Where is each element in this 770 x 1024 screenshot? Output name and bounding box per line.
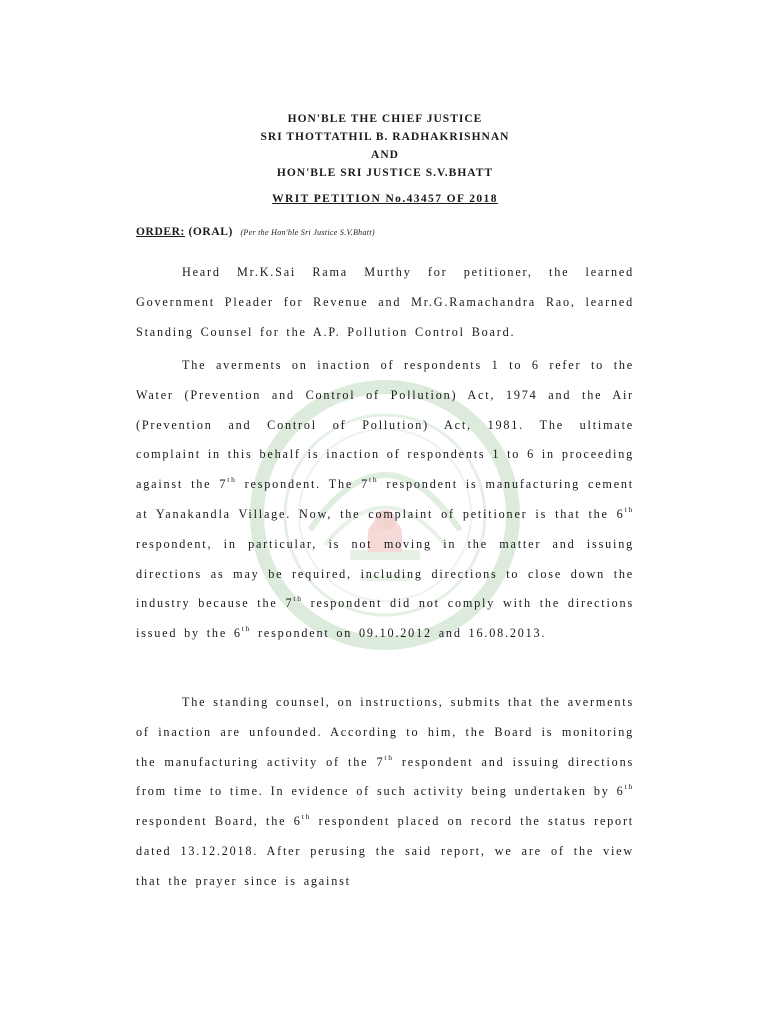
paragraph-2-text bbox=[136, 351, 634, 649]
para2-part1: The averments on inaction of respondents 1 to 6 refer to the Water (Prevention and Control of Pollution) Act, 1974 and the Air (Prevention and Control of Pollution) Act, 1981. The ultimate complaint in this behalf is inaction of respondents 1 to 6 in proceeding against the 7 bbox=[136, 358, 634, 492]
para3-sup2: th bbox=[624, 782, 634, 792]
paragraph-3 bbox=[136, 688, 634, 897]
para2-sup2: th bbox=[368, 475, 379, 485]
order-line bbox=[136, 226, 375, 238]
case-number: WRIT PETITION No.43457 OF 2018 bbox=[272, 193, 498, 205]
para2-part3: respondent is manufacturing cement at Yanakandla Village. Now, the complaint of petitioner is that the 6 bbox=[136, 477, 634, 521]
header-line-4: HON'BLE SRI JUSTICE S.V.BHATT bbox=[276, 167, 494, 179]
para2-part5: respondent did not comply with the directions issued by the 6 bbox=[136, 596, 634, 641]
para2-sup3: th bbox=[624, 504, 634, 514]
para3-part4: respondent placed on record the status report dated 13.12.2018. After perusing the said report, we are of the view that the prayer since is against bbox=[136, 814, 634, 888]
paragraph-3-text bbox=[136, 688, 634, 897]
header-line-3: AND bbox=[371, 149, 399, 161]
para2-sup5: th bbox=[241, 624, 252, 634]
paragraph-2 bbox=[136, 351, 634, 649]
paragraph-1 bbox=[136, 258, 634, 347]
paragraph-1-text: Heard Mr.K.Sai Rama Murthy for petitioner, the learned Government Pleader for Revenue and Mr.G.Ramachandra Rao, learned Standing Counsel for the A.P. Pollution Control Board. bbox=[136, 265, 634, 339]
para2-part4: respondent, in particular, is not moving in the matter and issuing directions as may be required, including directions to close down the industry because the 7 bbox=[136, 536, 634, 611]
header-line-1: HON'BLE THE CHIEF JUSTICE bbox=[287, 113, 483, 125]
para2-part6: respondent on 09.10.2012 and 16.08.2013. bbox=[251, 626, 547, 641]
order-type: (ORAL) bbox=[188, 226, 233, 238]
para2-sup4: th bbox=[293, 594, 303, 604]
order-label: ORDER: bbox=[136, 226, 185, 238]
para3-sup3: th bbox=[301, 812, 312, 822]
para3-part3: respondent Board, the 6 bbox=[136, 814, 302, 829]
order-note: (Per the Hon'ble Sri Justice S.V.Bhatt) bbox=[240, 228, 375, 237]
para2-sup1: th bbox=[227, 475, 237, 485]
para2-part2: respondent. The 7 bbox=[236, 477, 369, 492]
header-line-2: SRI THOTTATHIL B. RADHAKRISHNAN bbox=[260, 131, 510, 143]
para3-part1: The standing counsel, on instructions, submits that the averments of inaction are unfounded. According to him, the Board is monitoring the manufacturing activity of the 7 bbox=[136, 695, 634, 769]
para3-sup1: th bbox=[384, 752, 394, 762]
para3-part2: respondent and issuing directions from time to time. In evidence of such activity being undertaken by 6 bbox=[136, 754, 635, 799]
